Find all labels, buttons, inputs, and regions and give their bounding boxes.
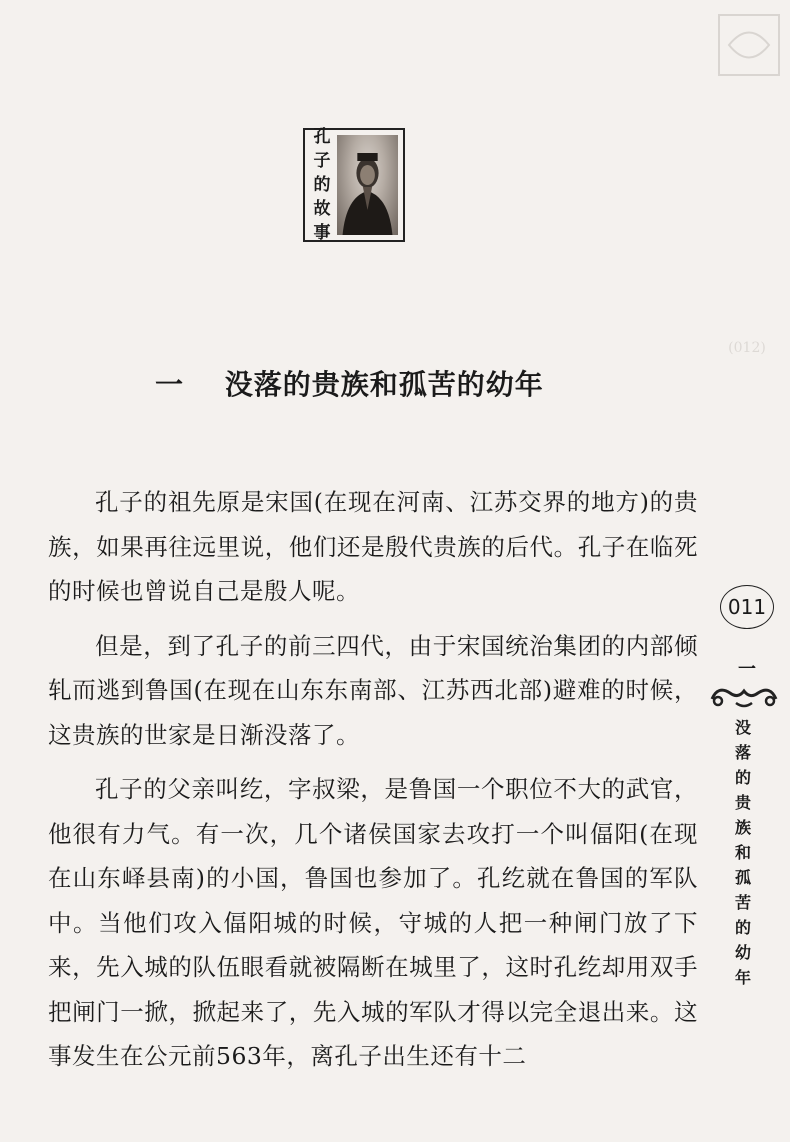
paragraph: 孔子的祖先原是宋国(在现在河南、江苏交界的地方)的贵族，如果再往远里说，他们还是殷代贵族的后代。孔子在临死的时候也曾说自己是殷人呢。 — [48, 488, 698, 605]
paragraph: 孔子的父亲叫纥，字叔梁，是鲁国一个职位不大的武官，他很有力气。有一次，几个诸侯国家去攻打一个叫偪阳(在现在山东峄县南)的小国，鲁国也参加了。孔纥就在鲁国的军队中。当他们攻入偪阳城的时候，守城的人把一种闸门放了下来，先入城的队伍眼看就被隔断在城里了，这时孔纥却用双手把闸门一掀，掀起来了，先入城的军队才得以完全退出来。这事发生在公元前563年，离孔子出生还有十二 — [48, 775, 698, 1070]
bleed-through-line — [40, 30, 700, 74]
title-char: 子 — [313, 151, 331, 171]
corner-ornament-icon — [714, 10, 784, 80]
chapter-heading — [155, 363, 575, 403]
margin-title-char: 的 — [734, 768, 751, 787]
page-number: 011 — [720, 585, 774, 629]
body-text — [48, 480, 698, 1089]
paragraph: 但是，到了孔子的前三四代，由于宋国统治集团的内部倾轧而逃到鲁国(在现在山东东南部、江苏西北部)避难的时候，这贵族的世家是日渐没落了。 — [48, 631, 698, 749]
title-char: 的 — [313, 175, 331, 195]
margin-title-char: 贵 — [734, 793, 751, 812]
margin-title-char: 的 — [734, 918, 751, 937]
margin-title-char: 和 — [734, 843, 751, 862]
margin-title-char: 幼 — [734, 943, 751, 962]
bleed-through-margin: (012) — [728, 340, 766, 356]
book-title-box — [303, 128, 405, 242]
margin-title-char: 没 — [734, 718, 751, 737]
margin-title-char: 落 — [734, 743, 751, 762]
book-title-vertical — [305, 127, 335, 243]
confucius-portrait — [337, 135, 398, 235]
title-char: 事 — [313, 223, 331, 243]
margin-title-char: 苦 — [734, 893, 751, 912]
margin-title-char: 年 — [734, 968, 751, 987]
margin-title-char: 孤 — [734, 868, 751, 887]
chapter-number: 一 — [155, 368, 185, 401]
margin-chapter-number: 一 — [738, 659, 756, 680]
cloud-scroll-ornament-icon — [708, 681, 780, 711]
title-char: 故 — [313, 199, 331, 219]
chapter-title: 没落的贵族和孤苦的幼年 — [224, 368, 544, 401]
margin-title-char: 族 — [734, 818, 751, 837]
title-char: 孔 — [313, 127, 331, 147]
margin-vertical-title — [733, 715, 753, 990]
bleed-through-line — [40, 300, 700, 344]
portrait-icon — [337, 135, 398, 235]
